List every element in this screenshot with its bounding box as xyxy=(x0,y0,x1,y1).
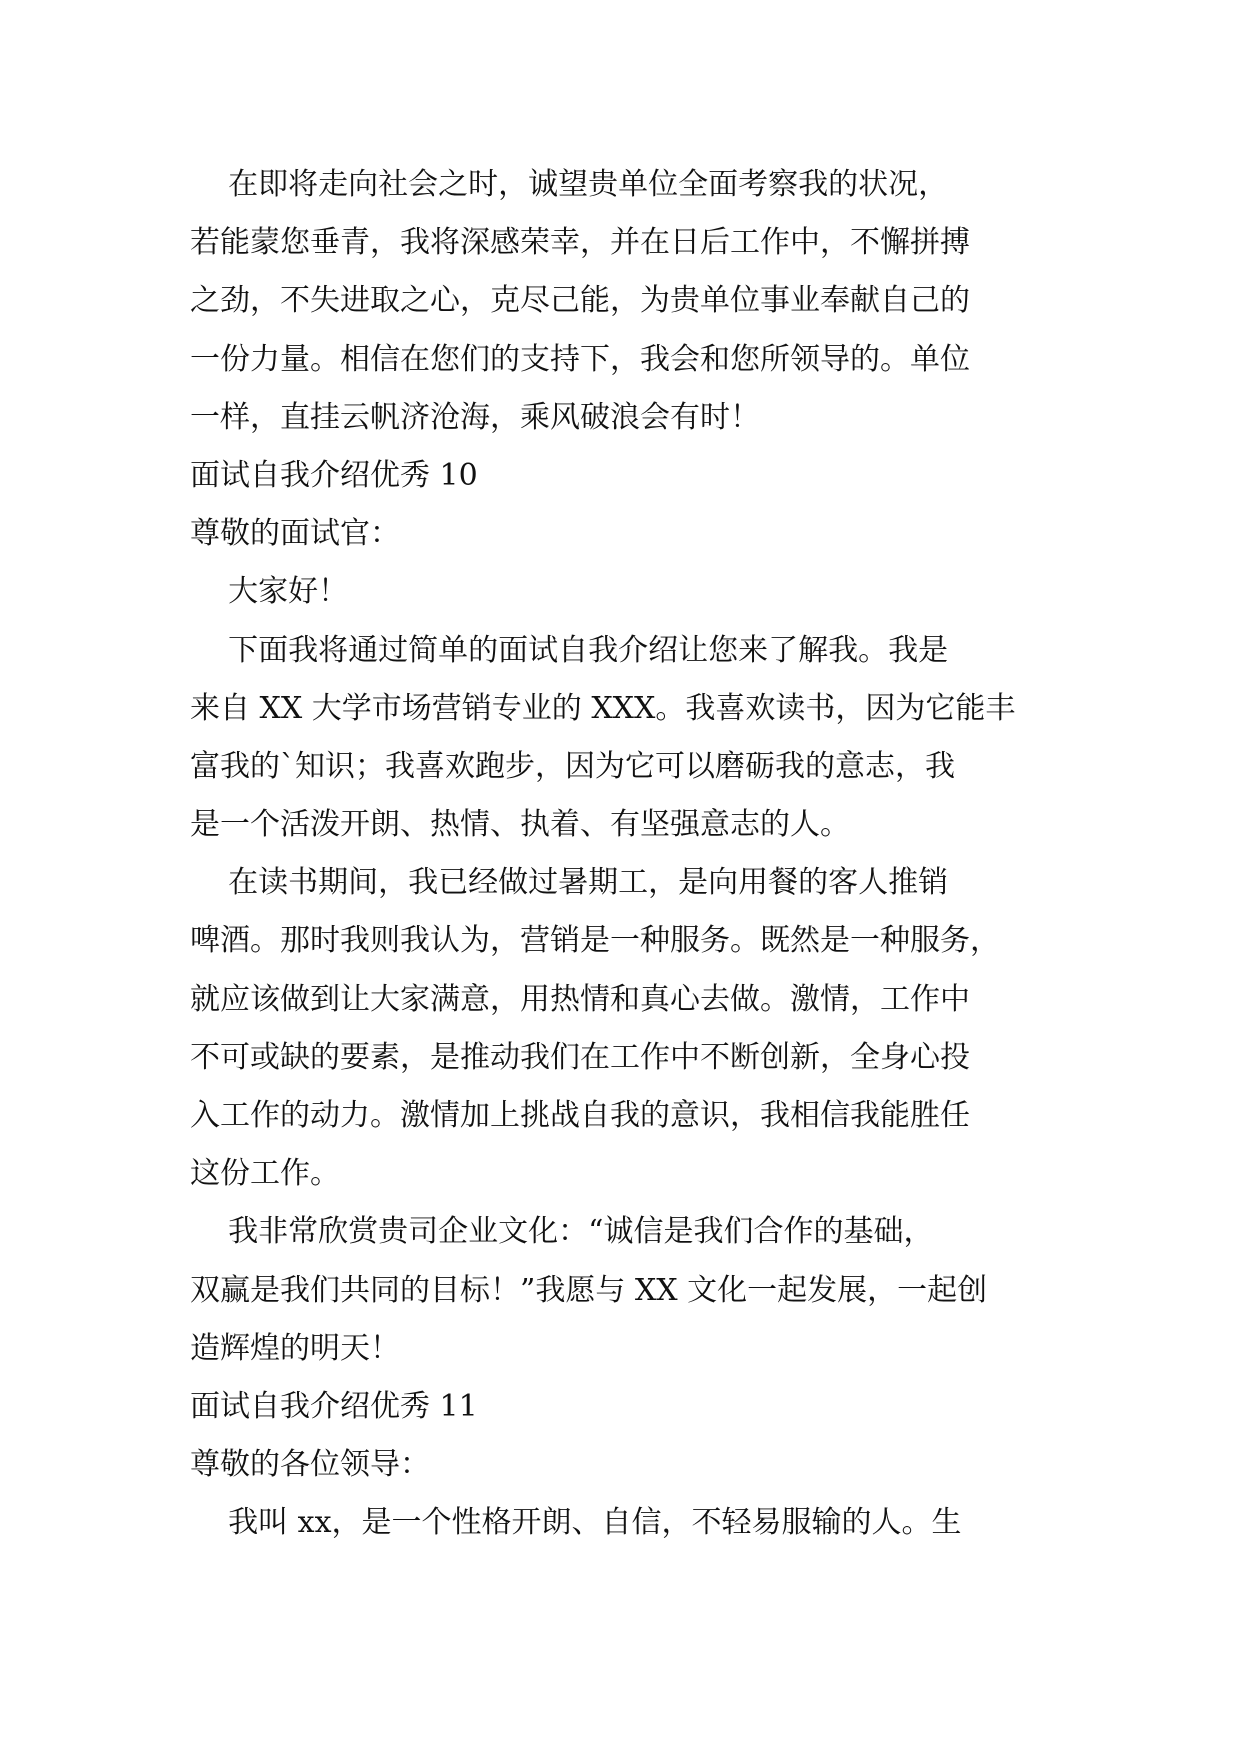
text-line: 啤酒。那时我则我认为，营销是一种服务。既然是一种服务， xyxy=(190,923,1000,959)
text-line: 双赢是我们共同的目标！”我愿与 XX 文化一起发展，一起创 xyxy=(190,1272,988,1308)
document-body xyxy=(190,156,1070,1553)
text-line: 一份力量。相信在您们的支持下，我会和您所领导的。单位 xyxy=(190,341,970,377)
text-line: 我非常欣赏贵司企业文化：“诚信是我们合作的基础， xyxy=(190,1214,934,1250)
section-heading: 面试自我介绍优秀 10 xyxy=(190,457,478,493)
text-line: 就应该做到让大家满意，用热情和真心去做。激情，工作中 xyxy=(190,981,970,1017)
text-line: 在读书期间，我已经做过暑期工，是向用餐的客人推销 xyxy=(190,865,949,901)
text-line: 一样，直挂云帆济沧海，乘风破浪会有时！ xyxy=(190,399,760,435)
text-line: 造辉煌的明天！ xyxy=(190,1330,400,1366)
text-line: 在即将走向社会之时，诚望贵单位全面考察我的状况， xyxy=(190,167,949,202)
text-line: 是一个活泼开朗、热情、执着、有坚强意志的人。 xyxy=(190,807,850,843)
text-line: 富我的`知识；我喜欢跑步，因为它可以磨砺我的意志，我 xyxy=(190,748,955,784)
salutation: 尊敬的各位领导： xyxy=(190,1447,430,1483)
text-line: 来自 XX 大学市场营销专业的 XXX。我喜欢读书，因为它能丰 xyxy=(190,690,1016,726)
text-line: 下面我将通过简单的面试自我介绍让您来了解我。我是 xyxy=(190,632,949,668)
section-heading: 面试自我介绍优秀 11 xyxy=(190,1388,478,1424)
text-line: 这份工作。 xyxy=(190,1156,340,1192)
salutation: 尊敬的面试官： xyxy=(190,516,400,552)
text-line: 不可或缺的要素，是推动我们在工作中不断创新，全身心投 xyxy=(190,1039,970,1075)
text-line: 之劲，不失进取之心，克尽己能，为贵单位事业奉献自己的 xyxy=(190,283,970,319)
text-line: 若能蒙您垂青，我将深感荣幸，并在日后工作中，不懈拼搏 xyxy=(190,225,970,261)
text-line: 我叫 xx，是一个性格开朗、自信，不轻易服输的人。生 xyxy=(190,1505,962,1541)
text-line: 入工作的动力。激情加上挑战自我的意识，我相信我能胜任 xyxy=(190,1098,970,1133)
greeting: 大家好！ xyxy=(190,574,349,610)
